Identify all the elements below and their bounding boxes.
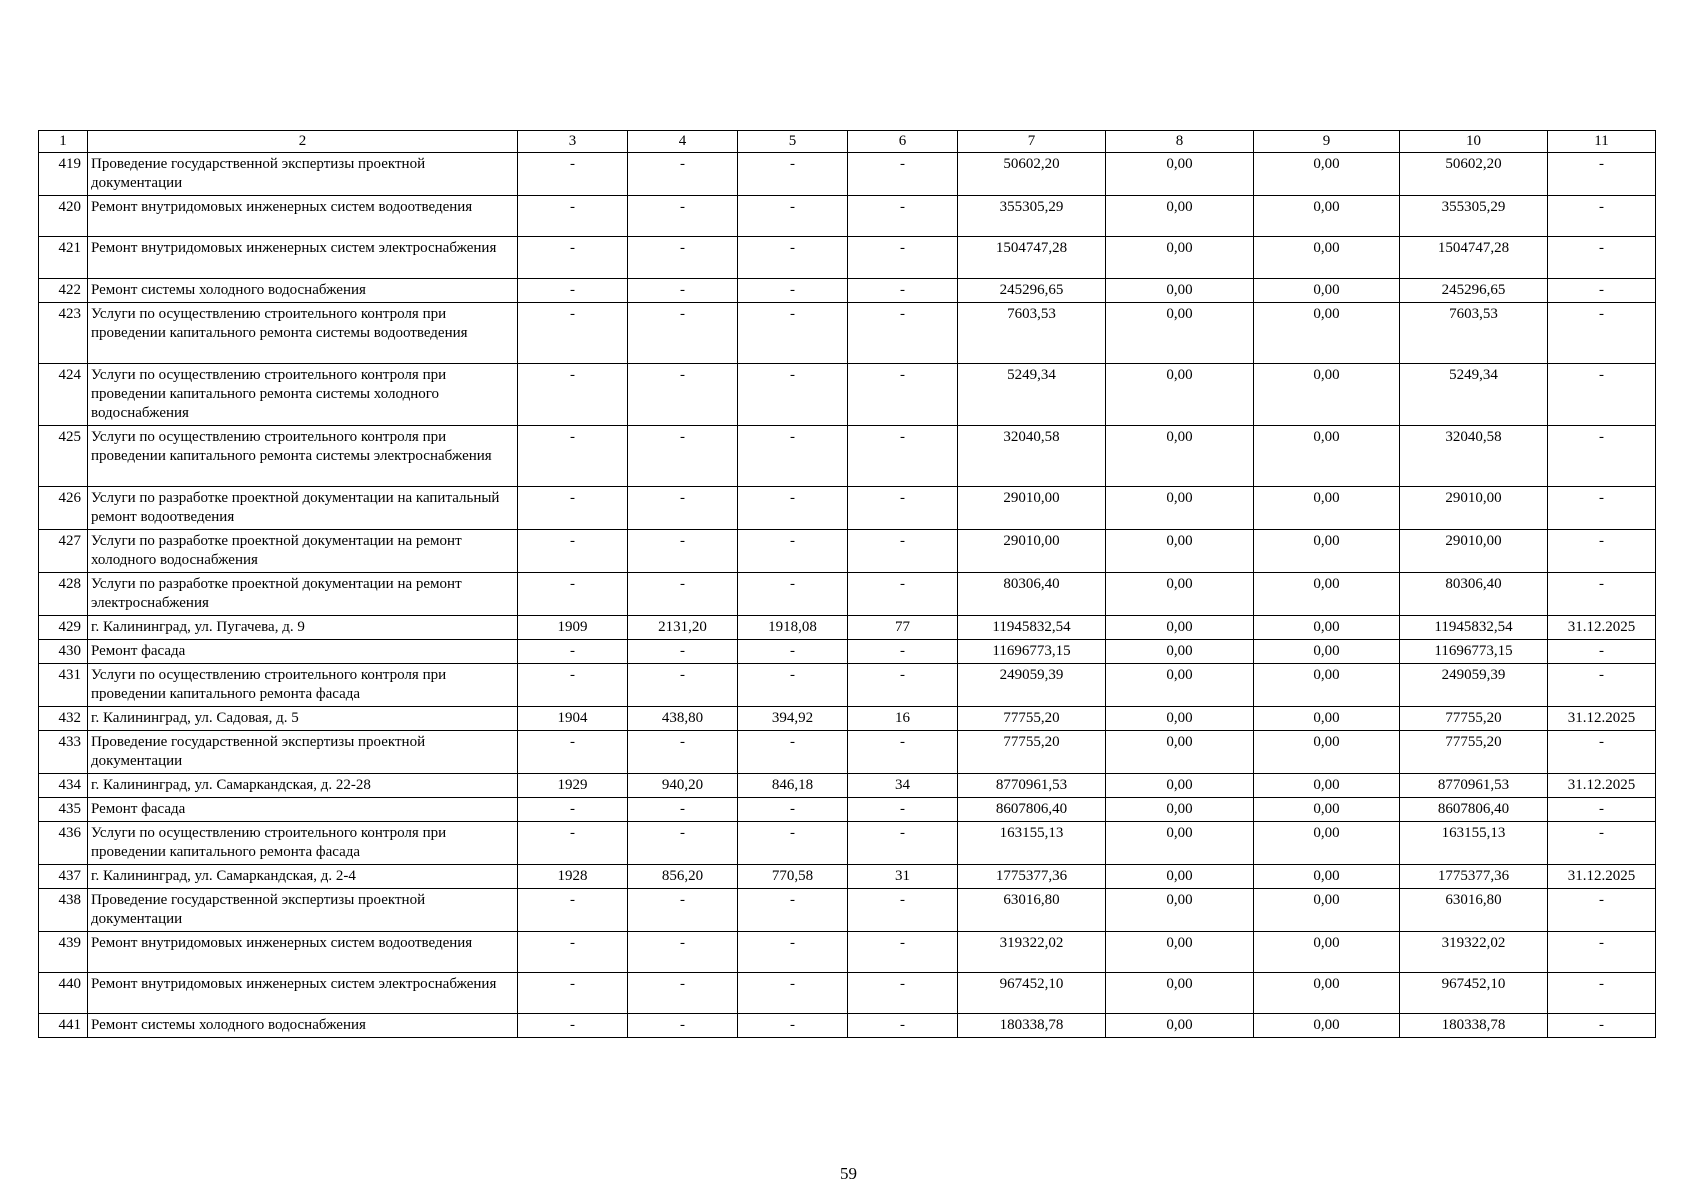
living-area-cell: -: [738, 889, 848, 932]
cost-col8-cell: 0,00: [1106, 798, 1254, 822]
cost-total-cell: 180338,78: [958, 1014, 1106, 1038]
cost-col9-cell: 0,00: [1254, 303, 1400, 364]
cost-col9-cell: 0,00: [1254, 865, 1400, 889]
residents-cell: -: [848, 932, 958, 973]
work-name-cell: г. Калининград, ул. Самаркандская, д. 2-4: [88, 865, 518, 889]
work-name-cell: г. Калининград, ул. Садовая, д. 5: [88, 707, 518, 731]
residents-cell: 16: [848, 707, 958, 731]
cost-total-cell: 1504747,28: [958, 237, 1106, 279]
cost-col10-cell: 11696773,15: [1400, 640, 1548, 664]
living-area-cell: -: [738, 664, 848, 707]
page-number: 59: [840, 1164, 857, 1183]
row-number-cell: 422: [39, 279, 88, 303]
residents-cell: -: [848, 1014, 958, 1038]
table-row: [39, 798, 1656, 822]
year-cell: -: [518, 426, 628, 487]
cost-total-cell: 249059,39: [958, 664, 1106, 707]
residents-cell: -: [848, 426, 958, 487]
table-row: [39, 640, 1656, 664]
cost-col9-cell: 0,00: [1254, 573, 1400, 616]
cost-total-cell: 11945832,54: [958, 616, 1106, 640]
row-number-cell: 426: [39, 487, 88, 530]
cost-col8-cell: 0,00: [1106, 279, 1254, 303]
header-cell-5: 5: [738, 131, 848, 153]
total-area-cell: -: [628, 798, 738, 822]
cost-col10-cell: 77755,20: [1400, 731, 1548, 774]
cost-col10-cell: 29010,00: [1400, 487, 1548, 530]
cost-total-cell: 355305,29: [958, 196, 1106, 237]
cost-col8-cell: 0,00: [1106, 153, 1254, 196]
row-number-cell: 433: [39, 731, 88, 774]
cost-col8-cell: 0,00: [1106, 865, 1254, 889]
cost-total-cell: 7603,53: [958, 303, 1106, 364]
row-number-cell: 437: [39, 865, 88, 889]
cost-col9-cell: 0,00: [1254, 616, 1400, 640]
table-row: [39, 664, 1656, 707]
year-cell: -: [518, 196, 628, 237]
total-area-cell: -: [628, 237, 738, 279]
deadline-cell: -: [1548, 153, 1656, 196]
total-area-cell: -: [628, 932, 738, 973]
year-cell: 1929: [518, 774, 628, 798]
deadline-cell: -: [1548, 798, 1656, 822]
cost-col8-cell: 0,00: [1106, 530, 1254, 573]
work-name-cell: Проведение государственной экспертизы проектной документации: [88, 731, 518, 774]
header-cell-1: 1: [39, 131, 88, 153]
cost-col10-cell: 967452,10: [1400, 973, 1548, 1014]
residents-cell: -: [848, 196, 958, 237]
total-area-cell: 438,80: [628, 707, 738, 731]
total-area-cell: -: [628, 573, 738, 616]
year-cell: -: [518, 279, 628, 303]
cost-col10-cell: 163155,13: [1400, 822, 1548, 865]
year-cell: -: [518, 364, 628, 426]
deadline-cell: -: [1548, 822, 1656, 865]
work-name-cell: Услуги по осуществлению строительного контроля при проведении капитального ремонта системы холодного водоснабжения: [88, 364, 518, 426]
cost-col9-cell: 0,00: [1254, 889, 1400, 932]
work-name-cell: Ремонт фасада: [88, 640, 518, 664]
living-area-cell: -: [738, 822, 848, 865]
total-area-cell: -: [628, 664, 738, 707]
cost-col8-cell: 0,00: [1106, 487, 1254, 530]
cost-col9-cell: 0,00: [1254, 487, 1400, 530]
work-name-cell: Услуги по разработке проектной документации на ремонт электроснабжения: [88, 573, 518, 616]
residents-cell: -: [848, 889, 958, 932]
deadline-cell: -: [1548, 573, 1656, 616]
deadline-cell: 31.12.2025: [1548, 774, 1656, 798]
cost-col8-cell: 0,00: [1106, 707, 1254, 731]
year-cell: -: [518, 1014, 628, 1038]
cost-col9-cell: 0,00: [1254, 364, 1400, 426]
row-number-cell: 435: [39, 798, 88, 822]
table-row: [39, 889, 1656, 932]
cost-total-cell: 32040,58: [958, 426, 1106, 487]
cost-col10-cell: 7603,53: [1400, 303, 1548, 364]
year-cell: 1928: [518, 865, 628, 889]
cost-col8-cell: 0,00: [1106, 932, 1254, 973]
total-area-cell: -: [628, 731, 738, 774]
residents-cell: -: [848, 973, 958, 1014]
living-area-cell: -: [738, 196, 848, 237]
living-area-cell: -: [738, 731, 848, 774]
living-area-cell: 1918,08: [738, 616, 848, 640]
works-table: [38, 130, 1656, 1038]
year-cell: -: [518, 153, 628, 196]
row-number-cell: 432: [39, 707, 88, 731]
table-row: [39, 237, 1656, 279]
table-row: [39, 932, 1656, 973]
deadline-cell: -: [1548, 664, 1656, 707]
residents-cell: -: [848, 153, 958, 196]
row-number-cell: 438: [39, 889, 88, 932]
living-area-cell: -: [738, 798, 848, 822]
work-name-cell: Проведение государственной экспертизы проектной документации: [88, 153, 518, 196]
residents-cell: -: [848, 364, 958, 426]
table-row: [39, 973, 1656, 1014]
cost-col9-cell: 0,00: [1254, 237, 1400, 279]
deadline-cell: -: [1548, 279, 1656, 303]
total-area-cell: -: [628, 1014, 738, 1038]
living-area-cell: -: [738, 364, 848, 426]
deadline-cell: -: [1548, 973, 1656, 1014]
header-cell-8: 8: [1106, 131, 1254, 153]
cost-col10-cell: 32040,58: [1400, 426, 1548, 487]
table-row: [39, 279, 1656, 303]
cost-col9-cell: 0,00: [1254, 530, 1400, 573]
year-cell: -: [518, 640, 628, 664]
cost-col10-cell: 319322,02: [1400, 932, 1548, 973]
cost-col8-cell: 0,00: [1106, 303, 1254, 364]
cost-col8-cell: 0,00: [1106, 889, 1254, 932]
table-row: [39, 426, 1656, 487]
residents-cell: 34: [848, 774, 958, 798]
cost-col10-cell: 245296,65: [1400, 279, 1548, 303]
residents-cell: -: [848, 798, 958, 822]
living-area-cell: -: [738, 153, 848, 196]
cost-total-cell: 29010,00: [958, 487, 1106, 530]
cost-col8-cell: 0,00: [1106, 731, 1254, 774]
cost-total-cell: 77755,20: [958, 731, 1106, 774]
row-number-cell: 419: [39, 153, 88, 196]
work-name-cell: Услуги по разработке проектной документации на капитальный ремонт водоотведения: [88, 487, 518, 530]
cost-col9-cell: 0,00: [1254, 196, 1400, 237]
table-row: [39, 303, 1656, 364]
deadline-cell: 31.12.2025: [1548, 707, 1656, 731]
deadline-cell: -: [1548, 889, 1656, 932]
work-name-cell: г. Калининград, ул. Пугачева, д. 9: [88, 616, 518, 640]
table-row: [39, 865, 1656, 889]
residents-cell: -: [848, 640, 958, 664]
row-number-cell: 441: [39, 1014, 88, 1038]
cost-col10-cell: 29010,00: [1400, 530, 1548, 573]
total-area-cell: 856,20: [628, 865, 738, 889]
work-name-cell: Ремонт системы холодного водоснабжения: [88, 279, 518, 303]
deadline-cell: -: [1548, 640, 1656, 664]
total-area-cell: -: [628, 153, 738, 196]
cost-col8-cell: 0,00: [1106, 196, 1254, 237]
row-number-cell: 420: [39, 196, 88, 237]
work-name-cell: Услуги по разработке проектной документации на ремонт холодного водоснабжения: [88, 530, 518, 573]
living-area-cell: -: [738, 487, 848, 530]
table-row: [39, 774, 1656, 798]
cost-col9-cell: 0,00: [1254, 822, 1400, 865]
cost-col8-cell: 0,00: [1106, 426, 1254, 487]
deadline-cell: -: [1548, 303, 1656, 364]
row-number-cell: 439: [39, 932, 88, 973]
table-row: [39, 822, 1656, 865]
year-cell: -: [518, 822, 628, 865]
residents-cell: -: [848, 303, 958, 364]
cost-total-cell: 11696773,15: [958, 640, 1106, 664]
header-cell-6: 6: [848, 131, 958, 153]
total-area-cell: -: [628, 279, 738, 303]
work-name-cell: Проведение государственной экспертизы проектной документации: [88, 889, 518, 932]
table-row: [39, 1014, 1656, 1038]
cost-col8-cell: 0,00: [1106, 616, 1254, 640]
total-area-cell: -: [628, 889, 738, 932]
deadline-cell: -: [1548, 237, 1656, 279]
row-number-cell: 431: [39, 664, 88, 707]
total-area-cell: 940,20: [628, 774, 738, 798]
cost-total-cell: 163155,13: [958, 822, 1106, 865]
header-row: [39, 131, 1656, 153]
living-area-cell: -: [738, 530, 848, 573]
deadline-cell: -: [1548, 196, 1656, 237]
cost-col9-cell: 0,00: [1254, 426, 1400, 487]
cost-total-cell: 80306,40: [958, 573, 1106, 616]
cost-col9-cell: 0,00: [1254, 707, 1400, 731]
cost-col10-cell: 77755,20: [1400, 707, 1548, 731]
header-cell-7: 7: [958, 131, 1106, 153]
living-area-cell: 394,92: [738, 707, 848, 731]
residents-cell: -: [848, 573, 958, 616]
work-name-cell: Ремонт внутридомовых инженерных систем водоотведения: [88, 196, 518, 237]
total-area-cell: -: [628, 822, 738, 865]
row-number-cell: 429: [39, 616, 88, 640]
row-number-cell: 436: [39, 822, 88, 865]
living-area-cell: -: [738, 1014, 848, 1038]
work-name-cell: Ремонт фасада: [88, 798, 518, 822]
work-name-cell: Ремонт внутридомовых инженерных систем электроснабжения: [88, 973, 518, 1014]
year-cell: 1909: [518, 616, 628, 640]
cost-total-cell: 29010,00: [958, 530, 1106, 573]
living-area-cell: -: [738, 932, 848, 973]
header-cell-2: 2: [88, 131, 518, 153]
row-number-cell: 430: [39, 640, 88, 664]
work-name-cell: Услуги по осуществлению строительного контроля при проведении капитального ремонта фасада: [88, 822, 518, 865]
deadline-cell: -: [1548, 487, 1656, 530]
row-number-cell: 427: [39, 530, 88, 573]
row-number-cell: 440: [39, 973, 88, 1014]
header-cell-9: 9: [1254, 131, 1400, 153]
residents-cell: -: [848, 664, 958, 707]
residents-cell: -: [848, 237, 958, 279]
deadline-cell: -: [1548, 530, 1656, 573]
residents-cell: -: [848, 487, 958, 530]
deadline-cell: -: [1548, 731, 1656, 774]
header-cell-10: 10: [1400, 131, 1548, 153]
cost-col10-cell: 1504747,28: [1400, 237, 1548, 279]
row-number-cell: 424: [39, 364, 88, 426]
total-area-cell: -: [628, 973, 738, 1014]
cost-col9-cell: 0,00: [1254, 932, 1400, 973]
cost-col9-cell: 0,00: [1254, 731, 1400, 774]
deadline-cell: -: [1548, 364, 1656, 426]
year-cell: -: [518, 798, 628, 822]
table-row: [39, 530, 1656, 573]
cost-col10-cell: 1775377,36: [1400, 865, 1548, 889]
cost-col8-cell: 0,00: [1106, 640, 1254, 664]
cost-col9-cell: 0,00: [1254, 279, 1400, 303]
cost-col8-cell: 0,00: [1106, 573, 1254, 616]
year-cell: -: [518, 731, 628, 774]
header-cell-4: 4: [628, 131, 738, 153]
living-area-cell: -: [738, 573, 848, 616]
year-cell: 1904: [518, 707, 628, 731]
table-body: [39, 153, 1656, 1038]
deadline-cell: -: [1548, 932, 1656, 973]
work-name-cell: Услуги по осуществлению строительного контроля при проведении капитального ремонта фасада: [88, 664, 518, 707]
living-area-cell: 770,58: [738, 865, 848, 889]
work-name-cell: Ремонт внутридомовых инженерных систем электроснабжения: [88, 237, 518, 279]
cost-total-cell: 245296,65: [958, 279, 1106, 303]
cost-col9-cell: 0,00: [1254, 640, 1400, 664]
residents-cell: -: [848, 279, 958, 303]
cost-col10-cell: 80306,40: [1400, 573, 1548, 616]
living-area-cell: -: [738, 973, 848, 1014]
cost-total-cell: 50602,20: [958, 153, 1106, 196]
cost-col10-cell: 50602,20: [1400, 153, 1548, 196]
living-area-cell: -: [738, 640, 848, 664]
cost-total-cell: 77755,20: [958, 707, 1106, 731]
cost-total-cell: 8607806,40: [958, 798, 1106, 822]
total-area-cell: -: [628, 364, 738, 426]
row-number-cell: 425: [39, 426, 88, 487]
cost-col9-cell: 0,00: [1254, 153, 1400, 196]
deadline-cell: 31.12.2025: [1548, 616, 1656, 640]
year-cell: -: [518, 530, 628, 573]
cost-col9-cell: 0,00: [1254, 1014, 1400, 1038]
header-cell-3: 3: [518, 131, 628, 153]
cost-col8-cell: 0,00: [1106, 237, 1254, 279]
cost-col10-cell: 249059,39: [1400, 664, 1548, 707]
living-area-cell: -: [738, 279, 848, 303]
total-area-cell: -: [628, 426, 738, 487]
total-area-cell: -: [628, 530, 738, 573]
table-row: [39, 487, 1656, 530]
cost-col8-cell: 0,00: [1106, 973, 1254, 1014]
total-area-cell: 2131,20: [628, 616, 738, 640]
living-area-cell: -: [738, 237, 848, 279]
cost-total-cell: 967452,10: [958, 973, 1106, 1014]
deadline-cell: -: [1548, 426, 1656, 487]
cost-col10-cell: 8770961,53: [1400, 774, 1548, 798]
cost-total-cell: 319322,02: [958, 932, 1106, 973]
table-row: [39, 364, 1656, 426]
living-area-cell: -: [738, 426, 848, 487]
residents-cell: 77: [848, 616, 958, 640]
total-area-cell: -: [628, 196, 738, 237]
residents-cell: -: [848, 731, 958, 774]
table-row: [39, 707, 1656, 731]
cost-col9-cell: 0,00: [1254, 798, 1400, 822]
total-area-cell: -: [628, 640, 738, 664]
cost-col10-cell: 11945832,54: [1400, 616, 1548, 640]
cost-col8-cell: 0,00: [1106, 364, 1254, 426]
work-name-cell: г. Калининград, ул. Самаркандская, д. 22-28: [88, 774, 518, 798]
work-name-cell: Ремонт системы холодного водоснабжения: [88, 1014, 518, 1038]
table-row: [39, 731, 1656, 774]
row-number-cell: 434: [39, 774, 88, 798]
cost-total-cell: 8770961,53: [958, 774, 1106, 798]
year-cell: -: [518, 303, 628, 364]
cost-col10-cell: 355305,29: [1400, 196, 1548, 237]
residents-cell: -: [848, 822, 958, 865]
work-name-cell: Услуги по осуществлению строительного контроля при проведении капитального ремонта системы электроснабжения: [88, 426, 518, 487]
residents-cell: -: [848, 530, 958, 573]
cost-col9-cell: 0,00: [1254, 973, 1400, 1014]
table-row: [39, 196, 1656, 237]
table-row: [39, 573, 1656, 616]
row-number-cell: 421: [39, 237, 88, 279]
year-cell: -: [518, 664, 628, 707]
header-cell-11: 11: [1548, 131, 1656, 153]
cost-col10-cell: 63016,80: [1400, 889, 1548, 932]
cost-col10-cell: 180338,78: [1400, 1014, 1548, 1038]
row-number-cell: 423: [39, 303, 88, 364]
cost-total-cell: 1775377,36: [958, 865, 1106, 889]
cost-total-cell: 5249,34: [958, 364, 1106, 426]
year-cell: -: [518, 973, 628, 1014]
cost-col8-cell: 0,00: [1106, 822, 1254, 865]
table-row: [39, 153, 1656, 196]
year-cell: -: [518, 237, 628, 279]
work-name-cell: Ремонт внутридомовых инженерных систем водоотведения: [88, 932, 518, 973]
cost-col9-cell: 0,00: [1254, 774, 1400, 798]
living-area-cell: -: [738, 303, 848, 364]
cost-col8-cell: 0,00: [1106, 664, 1254, 707]
deadline-cell: 31.12.2025: [1548, 865, 1656, 889]
total-area-cell: -: [628, 487, 738, 530]
living-area-cell: 846,18: [738, 774, 848, 798]
row-number-cell: 428: [39, 573, 88, 616]
year-cell: -: [518, 889, 628, 932]
deadline-cell: -: [1548, 1014, 1656, 1038]
year-cell: -: [518, 932, 628, 973]
work-name-cell: Услуги по осуществлению строительного контроля при проведении капитального ремонта системы водоотведения: [88, 303, 518, 364]
cost-col10-cell: 8607806,40: [1400, 798, 1548, 822]
table-row: [39, 616, 1656, 640]
total-area-cell: -: [628, 303, 738, 364]
cost-col9-cell: 0,00: [1254, 664, 1400, 707]
year-cell: -: [518, 573, 628, 616]
cost-col10-cell: 5249,34: [1400, 364, 1548, 426]
residents-cell: 31: [848, 865, 958, 889]
cost-col8-cell: 0,00: [1106, 1014, 1254, 1038]
cost-total-cell: 63016,80: [958, 889, 1106, 932]
year-cell: -: [518, 487, 628, 530]
cost-col8-cell: 0,00: [1106, 774, 1254, 798]
